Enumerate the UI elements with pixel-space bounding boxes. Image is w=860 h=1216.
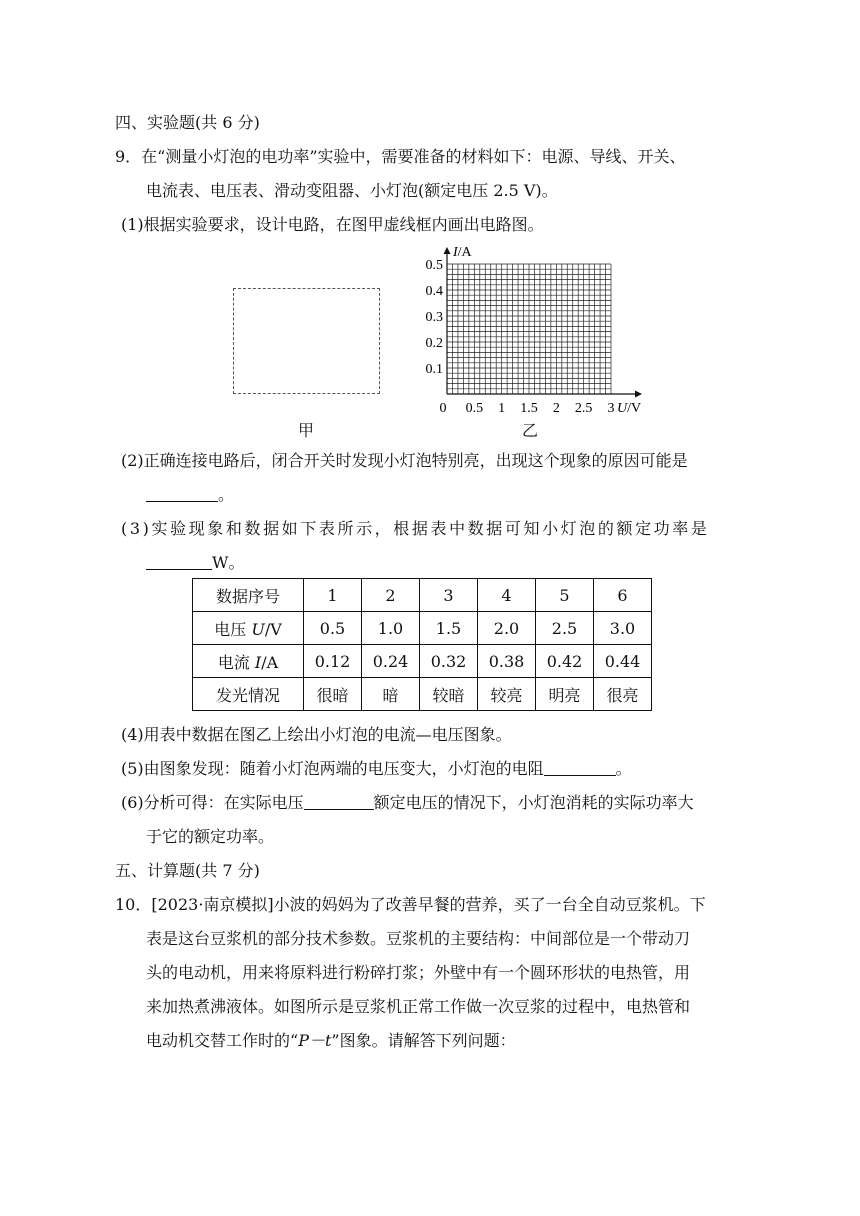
- table-cell: 1.0: [362, 612, 420, 645]
- x-tick-label: 1: [498, 401, 506, 416]
- x-tick-label: 2: [552, 401, 560, 416]
- circuit-diagram-box: [233, 288, 380, 394]
- table-cell: 0.42: [536, 645, 594, 678]
- table-cell: 0.38: [478, 645, 536, 678]
- table-cell: 0.12: [304, 645, 362, 678]
- table-cell: 4: [478, 579, 536, 612]
- table-cell: 明亮: [536, 678, 594, 711]
- table-cell: 0.44: [594, 645, 652, 678]
- table-row-voltage: [193, 612, 652, 645]
- x-axis-arrow-icon: [635, 391, 642, 398]
- x-tick-label: 1.5: [520, 401, 538, 416]
- q10-line2: 表是这台豆浆机的部分技术参数。豆浆机的主要结构：中间部位是一个带动刀: [146, 929, 691, 948]
- y-axis-arrow-icon: [444, 247, 451, 254]
- section5-title: 五、计算题(共 7 分): [115, 861, 260, 880]
- table-row-current: [193, 645, 652, 678]
- table-cell: 暗: [362, 678, 420, 711]
- x-tick-label: 0.5: [465, 401, 484, 416]
- y-tick-label: 0.5: [425, 258, 443, 273]
- x-tick-label: 0: [439, 401, 447, 416]
- answer-blank-3[interactable]: [146, 553, 212, 570]
- caption-jia: 甲: [298, 421, 315, 440]
- chart-grid: [447, 264, 611, 394]
- table-cell: 2: [362, 579, 420, 612]
- table-cell: 较暗: [420, 678, 478, 711]
- q9-part5: (5)由图象发现：随着小灯泡两端的电压变大，小灯泡的电阻 。: [121, 759, 632, 778]
- answer-blank-5[interactable]: [544, 759, 616, 776]
- q10-line1: 10．[2023·南京模拟]小波的妈妈为了改善早餐的营养，买了一台全自动豆浆机。下: [115, 895, 706, 914]
- q9-part6-line1: (6)分析可得：在实际电压 额定电压的情况下，小灯泡消耗的实际功率大: [121, 793, 694, 812]
- q9-line2: 电流表、电压表、滑动变阻器、小灯泡(额定电压 2.5 V)。: [146, 181, 558, 200]
- q9-line1: 9．在“测量小灯泡的电功率”实验中，需要准备的材料如下：电源、导线、开关、: [115, 147, 686, 166]
- table-cell: 0.24: [362, 645, 420, 678]
- table-cell: 很亮: [594, 678, 652, 711]
- q10-line5: 电动机交替工作时的“P－t”图象。请解答下列问题：: [146, 1031, 516, 1050]
- x-tick-label: 2.5: [574, 401, 593, 416]
- table-cell: 5: [536, 579, 594, 612]
- x-tick-label: 3: [607, 401, 615, 416]
- table-cell: 0.32: [420, 645, 478, 678]
- q9-part3-line2: W。: [146, 552, 244, 574]
- y-tick-label: 0.4: [425, 284, 443, 299]
- table-cell: 0.5: [304, 612, 362, 645]
- q9-part2-line1: (2)正确连接电路后，闭合开关时发现小灯泡特别亮，出现这个现象的原因可能是: [121, 451, 688, 470]
- q9-part2-line2: 。: [146, 484, 234, 506]
- table-cell: 1: [304, 579, 362, 612]
- table-cell: 1.5: [420, 612, 478, 645]
- q9-part6-line2: 于它的额定功率。: [146, 827, 275, 846]
- table-voltage-label: 电压 U/V: [193, 612, 304, 645]
- table-cell: 3: [420, 579, 478, 612]
- chart-axes: [444, 247, 643, 398]
- answer-blank-2[interactable]: [146, 485, 218, 502]
- table-row-light: [193, 678, 652, 711]
- q10-line4: 来加热煮沸液体。如图所示是豆浆机正常工作做一次豆浆的过程中，电热管和: [146, 997, 691, 1016]
- section4-title: 四、实验题(共 6 分): [115, 113, 260, 132]
- y-tick-label: 0.1: [425, 362, 443, 377]
- y-tick-label: 0.2: [425, 336, 443, 351]
- caption-yi: 乙: [522, 421, 539, 440]
- table-light-label: 发光情况: [193, 678, 304, 711]
- iu-grid-chart: [415, 244, 645, 424]
- q9-part4: (4)用表中数据在图乙上绘出小灯泡的电流—电压图象。: [121, 725, 512, 744]
- table-cell: 很暗: [304, 678, 362, 711]
- table-cell: 2.0: [478, 612, 536, 645]
- q10-line3: 头的电动机，用来将原料进行粉碎打浆；外壁中有一个圆环形状的电热管，用: [146, 963, 691, 982]
- table-cell: 3.0: [594, 612, 652, 645]
- data-table: [192, 578, 652, 711]
- y-axis-label: I/A: [453, 245, 472, 260]
- table-current-label: 电流 I/A: [193, 645, 304, 678]
- table-cell: 2.5: [536, 612, 594, 645]
- y-tick-label: 0.3: [425, 310, 443, 325]
- table-header-label: 数据序号: [193, 579, 304, 612]
- table-row-index: [193, 579, 652, 612]
- answer-blank-6[interactable]: [304, 793, 374, 810]
- x-axis-label: U/V: [617, 401, 642, 416]
- table-cell: 较亮: [478, 678, 536, 711]
- q9-part1: (1)根据实验要求，设计电路，在图甲虚线框内画出电路图。: [121, 215, 544, 234]
- q9-part3-line1: (3)实验现象和数据如下表所示，根据表中数据可知小灯泡的额定功率是: [121, 519, 710, 538]
- table-cell: 6: [594, 579, 652, 612]
